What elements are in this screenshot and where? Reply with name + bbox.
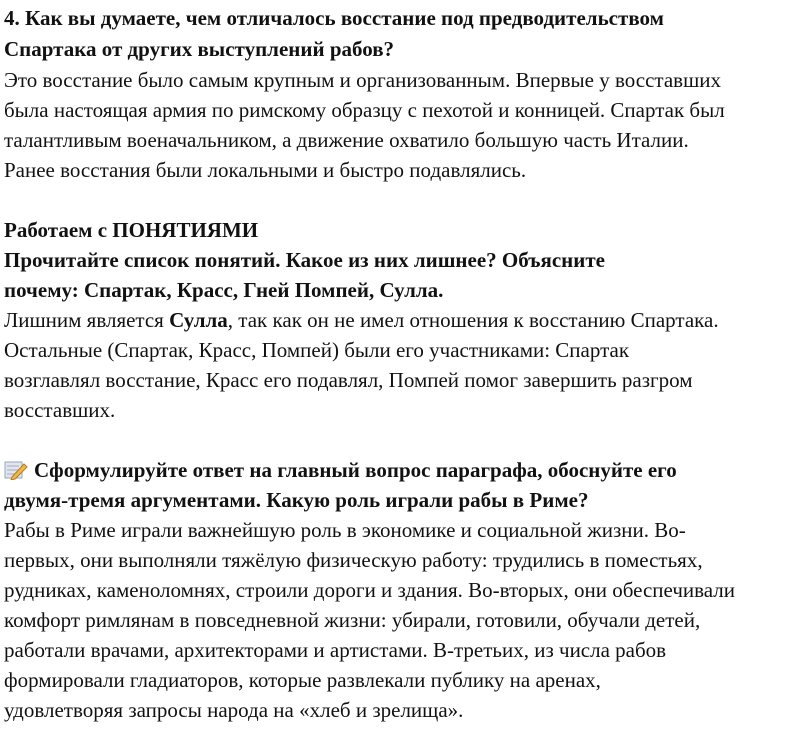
- question-text: Сформулируйте ответ на главный вопрос параграфа, обоснуйте его: [34, 458, 677, 482]
- answer-bold: Сулла: [169, 308, 228, 332]
- answer-line: удовлетворяя запросы народа на «хлеб и зрелища».: [4, 698, 464, 722]
- answer-line: формировали гладиаторов, которые развлекали публику на аренах,: [4, 668, 601, 692]
- answer-text: Лишним является: [4, 308, 170, 332]
- answer-line: рудниках, каменоломнях, строили дороги и здания. Во-вторых, они обеспечивали: [4, 578, 736, 602]
- question-title: Прочитайте список понятий. Какое из них лишнее? Объясните: [4, 248, 605, 272]
- answer-text: , так как он не имел отношения к восстанию Спартака.: [227, 308, 719, 332]
- question-title: 4. Как вы думаете, чем отличалось восстание под предводительством: [4, 6, 664, 30]
- answer-line: первых, они выполняли тяжёлую физическую работу: трудились в поместьях,: [4, 548, 703, 572]
- question-title: двумя-тремя аргументами. Какую роль играли рабы в Риме?: [4, 488, 589, 512]
- section-heading: Работаем с ПОНЯТИЯМИ: [4, 218, 259, 242]
- answer-line: Это восстание было самым крупным и организованным. Впервые у восставших: [4, 68, 721, 92]
- answer-line: Остальные (Спартак, Красс, Помпей) были его участниками: Спартак: [4, 338, 630, 362]
- pencil-notepad-icon: [4, 458, 28, 478]
- answer-line: [4, 305, 719, 335]
- answer-line: талантливым военачальником, а движение охватило большую часть Италии.: [4, 128, 689, 152]
- answer-line: работали врачами, архитекторами и артистами. В-третьих, из числа рабов: [4, 638, 667, 662]
- question-title: Спартака от других выступлений рабов?: [4, 37, 395, 61]
- question-title: [4, 455, 677, 485]
- answer-line: Ранее восстания были локальными и быстро подавлялись.: [4, 158, 527, 182]
- answer-line: возглавлял восстание, Красс его подавлял, Помпей помог завершить разгром: [4, 368, 693, 392]
- answer-line: Рабы в Риме играли важнейшую роль в экономике и социальной жизни. Во-: [4, 518, 686, 542]
- answer-line: комфорт римлянам в повседневной жизни: убирали, готовили, обучали детей,: [4, 608, 701, 632]
- answer-line: была настоящая армия по римскому образцу с пехотой и конницей. Спартак был: [4, 98, 725, 122]
- question-title: почему: Спартак, Красс, Гней Помпей, Сулла.: [4, 278, 444, 302]
- answer-line: восставших.: [4, 398, 116, 422]
